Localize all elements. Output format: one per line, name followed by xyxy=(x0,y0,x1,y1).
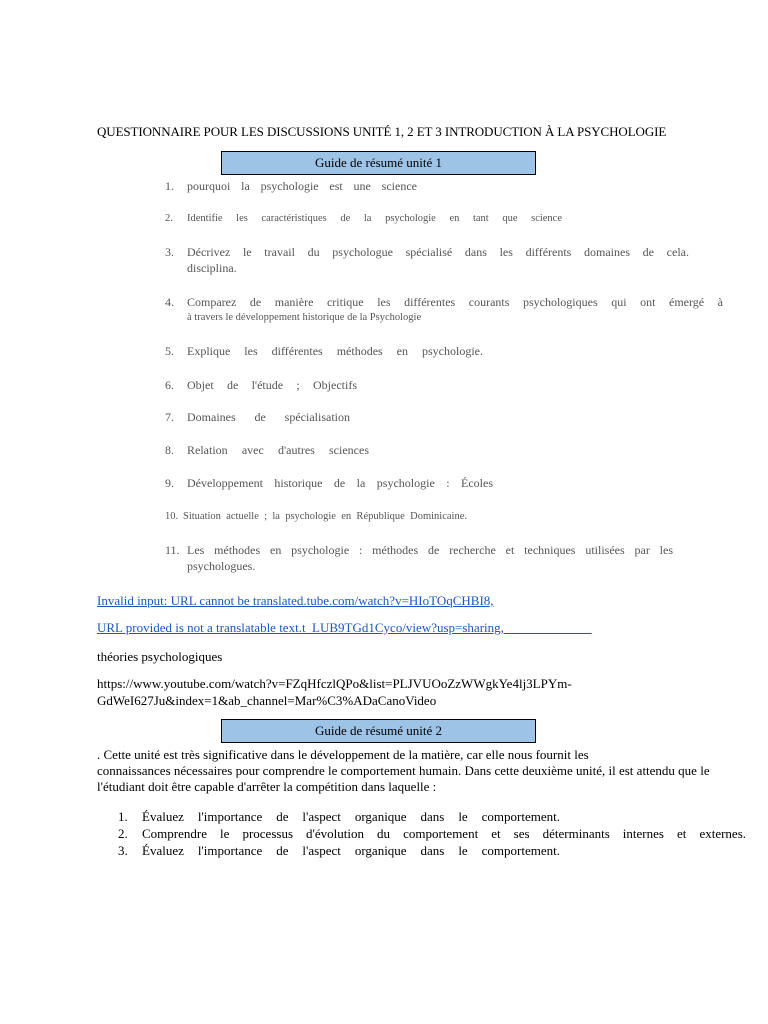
list-item xyxy=(165,542,725,574)
item-text: Explique les différentes méthodes en psychologie. xyxy=(187,344,483,358)
page-title: QUESTIONNAIRE POUR LES DISCUSSIONS UNITÉ 1, 2 ET 3 INTRODUCTION À LA PSYCHOLOGIE xyxy=(97,124,667,139)
paragraph-line: connaissances nécessaires pour comprendre le comportement humain. Dans cette deuxième unité, il est attendu que le xyxy=(97,763,710,778)
list-item xyxy=(118,842,746,859)
video-link-1[interactable]: Invalid input: URL cannot be translated.tube.com/watch?v=HIoTOqCHBI8, xyxy=(97,593,494,608)
item-text: Objet de l'étude ; Objectifs xyxy=(187,378,357,392)
item-text-continued: à travers le développement historique de la Psychologie xyxy=(187,312,422,323)
item-number: 3. xyxy=(118,843,128,858)
item-number: 3. xyxy=(165,245,174,259)
list-item xyxy=(165,475,725,491)
item-text: Décrivez le travail du psychologue spécialisé dans les différents domaines de cela. xyxy=(187,245,689,259)
item-text: Évaluez l'importance de l'aspect organique dans le comportement. xyxy=(142,809,560,824)
drive-link-2[interactable]: URL provided is not a translatable text.t_LUB9TGd1Cyco/view?usp=sharing, _____________ xyxy=(97,620,592,635)
item-text: Les méthodes en psychologie : méthodes de recherche et techniques utilisées par les xyxy=(187,543,673,557)
item-text: Identifie les caractéristiques de la psychologie en tant que science xyxy=(187,213,562,224)
item-text-continued: psychologues. xyxy=(187,559,256,573)
item-text-continued: disciplina. xyxy=(187,261,237,275)
item-number: 11. xyxy=(165,543,180,557)
item-number: 9. xyxy=(165,476,174,490)
item-text: Situation actuelle ; la psychologie en République Dominicaine. xyxy=(183,511,467,522)
list-item xyxy=(118,825,746,842)
list-item xyxy=(165,244,725,276)
item-number: 2. xyxy=(118,826,128,841)
item-text: Comparez de manière critique les différentes courants psychologiques qui ont émergé à xyxy=(187,295,723,309)
item-number: 6. xyxy=(165,378,174,392)
item-text: Domaines de spécialisation xyxy=(187,410,350,424)
unit2-objectives-list xyxy=(118,808,746,859)
item-number: 8. xyxy=(165,443,174,457)
item-text: Développement historique de la psychologie : Écoles xyxy=(187,476,493,490)
list-item xyxy=(165,377,725,393)
item-number: 2. xyxy=(165,213,173,224)
theories-label: théories psychologiques xyxy=(97,649,223,664)
list-item xyxy=(165,409,725,425)
item-text: Relation avec d'autres sciences xyxy=(187,443,369,457)
youtube-url-line-1: https://www.youtube.com/watch?v=FZqHfczlQPo&list=PLJVUOoZzWWgkYe4lj3LPYm- xyxy=(97,676,572,691)
list-item xyxy=(165,211,725,227)
item-number: 4. xyxy=(165,295,174,309)
list-item xyxy=(165,442,725,458)
item-number: 5. xyxy=(165,344,174,358)
item-number: 1. xyxy=(165,179,174,193)
list-item xyxy=(118,808,746,825)
item-text: pourquoi la psychologie est une science xyxy=(187,179,417,193)
list-item xyxy=(165,294,725,326)
item-text: Comprendre le processus d'évolution du comportement et ses déterminants internes et externes. xyxy=(142,826,746,841)
paragraph-line: . Cette unité est très significative dans le développement de la matière, car elle nous fournit les xyxy=(97,747,589,762)
item-number: 10. xyxy=(165,511,179,522)
list-item xyxy=(165,178,725,194)
item-number: 7. xyxy=(165,410,174,424)
youtube-url-line-2: GdWeI627Ju&index=1&ab_channel=Mar%C3%ADaCanoVideo xyxy=(97,693,437,708)
item-text: Évaluez l'importance de l'aspect organique dans le comportement. xyxy=(142,843,560,858)
paragraph-line: l'étudiant doit être capable d'arrêter la compétition dans laquelle : xyxy=(97,779,437,794)
unit2-paragraph xyxy=(97,747,745,795)
list-item xyxy=(165,509,725,525)
item-number: 1. xyxy=(118,809,128,824)
unit2-heading-box: Guide de résumé unité 2 xyxy=(221,719,536,743)
unit1-heading-box: Guide de résumé unité 1 xyxy=(221,151,536,175)
list-item xyxy=(165,343,725,359)
